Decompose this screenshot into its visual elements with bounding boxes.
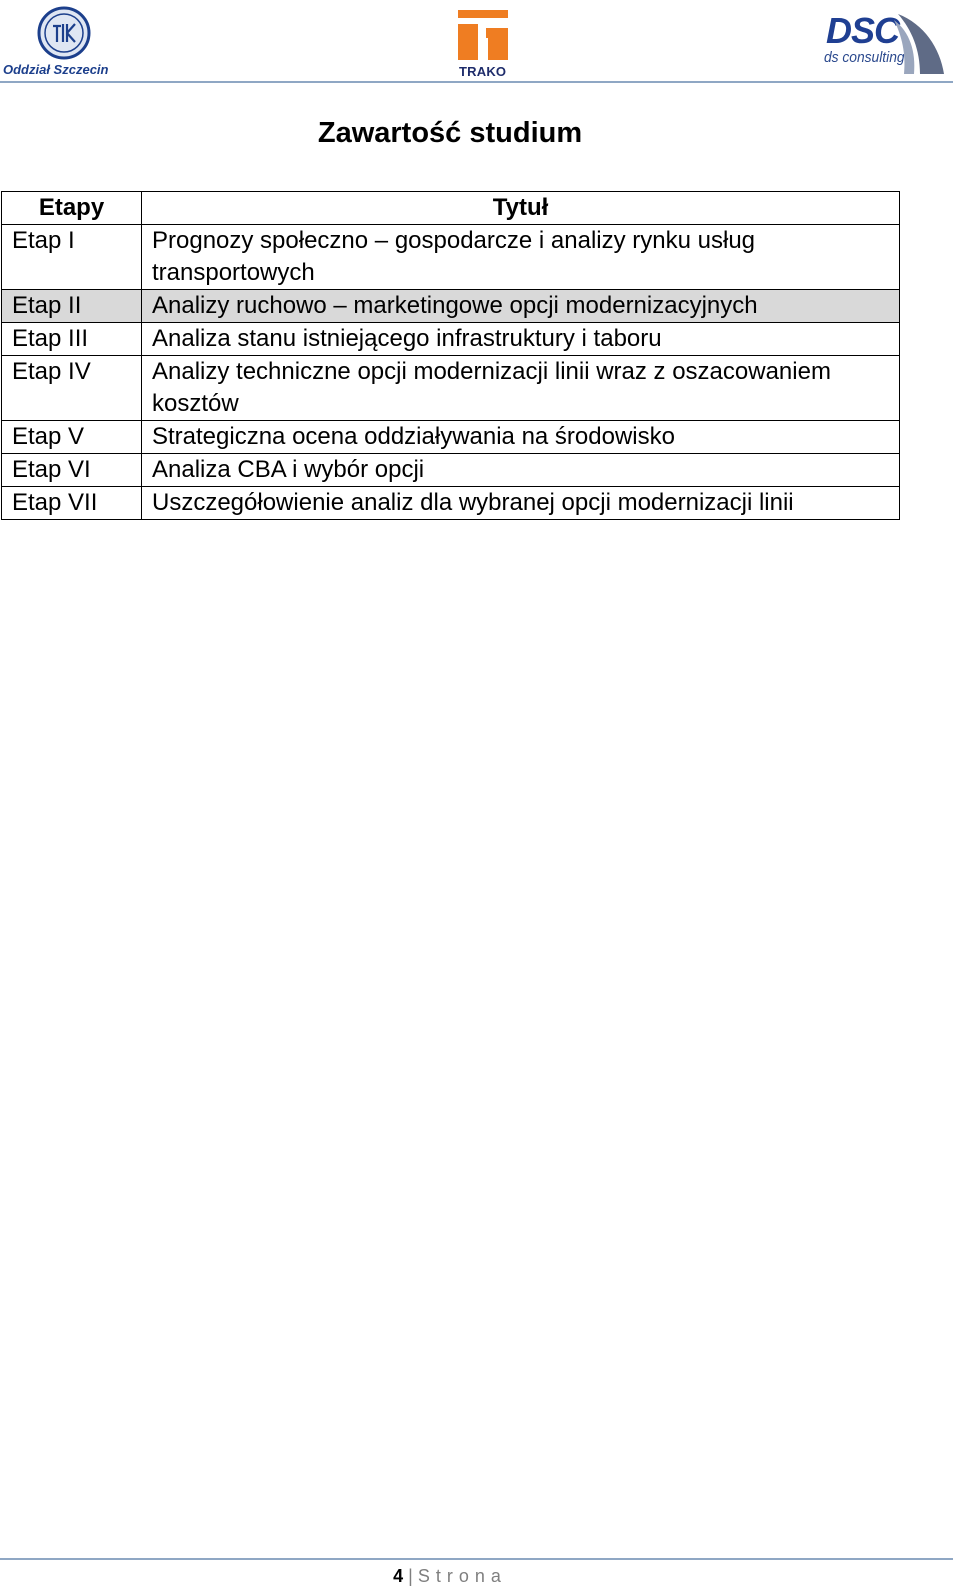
page-title: Zawartość studium: [317, 117, 583, 149]
title-cell: Prognozy społeczno – gospodarcze i analizy rynku usług transportowych: [142, 225, 900, 290]
stage-cell: Etap V: [2, 421, 142, 454]
table-header-row: [2, 192, 900, 225]
table-row: [2, 356, 900, 421]
stage-cell: Etap III: [2, 323, 142, 356]
dsc-logo-text: DSC: [826, 10, 900, 51]
stage-cell: Etap IV: [2, 356, 142, 421]
sitk-logo-icon: [37, 6, 91, 60]
trako-logo-caption: TRAKO: [459, 64, 507, 79]
title-cell: Analizy techniczne opcji modernizacji linii wraz z oszacowaniem kosztów: [142, 356, 900, 421]
page-number: 4: [393, 1566, 404, 1586]
footer-separator: |: [408, 1566, 413, 1586]
title-cell: Analiza CBA i wybór opcji: [142, 454, 900, 487]
dsc-logo-subtext: ds consulting: [824, 49, 905, 66]
table-row: [2, 323, 900, 356]
footer-label: Strona: [417, 1566, 507, 1586]
table-row: [2, 421, 900, 454]
title-cell: Uszczegółowienie analiz dla wybranej opcji modernizacji linii: [142, 487, 900, 520]
footer-divider: [0, 1558, 953, 1560]
table-row: [2, 454, 900, 487]
title-cell: Analiza stanu istniejącego infrastruktury i taboru: [142, 323, 900, 356]
stage-cell: Etap VI: [2, 454, 142, 487]
header-title: Tytuł: [142, 192, 900, 225]
stages-table: [1, 191, 900, 520]
header-divider: [0, 81, 953, 83]
page-header: [0, 0, 960, 84]
table-row: [2, 290, 900, 323]
stage-cell: Etap I: [2, 225, 142, 290]
sitk-logo-caption: Oddział Szczecin: [3, 62, 109, 77]
title-cell: Strategiczna ocena oddziaływania na środowisko: [142, 421, 900, 454]
table-row: [2, 225, 900, 290]
page-footer: [0, 1566, 900, 1587]
stage-cell: Etap II: [2, 290, 142, 323]
trako-logo-icon: [458, 10, 514, 66]
stage-cell: Etap VII: [2, 487, 142, 520]
table-row: [2, 487, 900, 520]
title-cell: Analizy ruchowo – marketingowe opcji modernizacyjnych: [142, 290, 900, 323]
sail-logo-icon: [890, 10, 950, 76]
header-stages: Etapy: [2, 192, 142, 225]
